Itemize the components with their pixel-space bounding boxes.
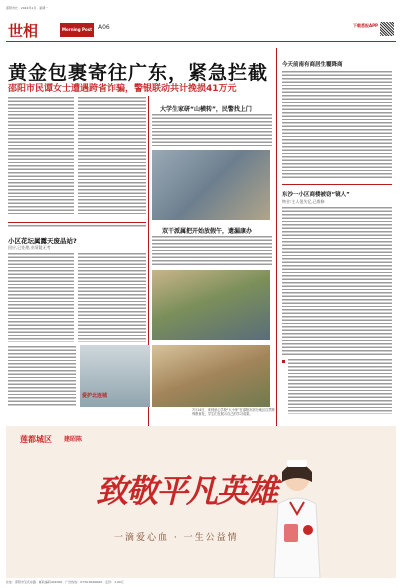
right-body-1 (282, 70, 392, 180)
news-photo (152, 345, 270, 407)
right-subtitle-2: 物业:主人很失忆,已维修 (282, 199, 325, 204)
divider (282, 184, 392, 185)
advertisement (6, 426, 396, 578)
left-lower-body-3 (8, 345, 76, 407)
middle-title-2: 双干派属把开始放假午，遗漏康办 (162, 228, 253, 235)
left-lower-title: 小区花坛属露天废品站? (8, 237, 77, 245)
section-title: 世相 (8, 22, 39, 40)
newspaper-logo: Morning Post (60, 23, 94, 37)
news-photo (152, 150, 270, 220)
middle-title-1: 大学生家研“山横转”，民警找上门 (160, 106, 252, 113)
middle-body-2 (152, 235, 272, 267)
left-lower-subtitle: 回应,已处理,业绩疑无考 (8, 245, 51, 250)
nurse-illustration (262, 454, 332, 578)
news-photo (152, 270, 270, 340)
qr-label: 下载悉报APP (353, 23, 378, 28)
middle-body-1 (152, 113, 272, 147)
right-title-1: 今天前南有商居生覆降商 (282, 62, 343, 68)
lead-body-col1 (8, 96, 74, 216)
bullet-icon (282, 360, 285, 363)
ad-tag: 莲都城区 (20, 435, 52, 444)
page-number: A06 (98, 24, 110, 31)
photo-label: 爱护北连城 (82, 393, 108, 399)
lead-subhead: 邵阳市民谭女士遭遇跨省诈骗，警银联动共计挽损41万元 (8, 84, 237, 94)
topline: 邵阳市长 · 2024年1月 · 星期一 (6, 6, 49, 10)
ad-slogan: 致敬平凡英雄 (96, 472, 277, 510)
left-lower-body-2 (78, 252, 146, 342)
photo-caption: 7月14日，来到爱心学校“大小家”在邵阳市部分地区自然特殊教育处，学生们在展示自己的学习成果。 (192, 408, 275, 416)
right-body-2 (282, 206, 392, 356)
right-title-2: 东沙一小区商楼被窃“镜人” (282, 192, 350, 198)
ad-brand: 建昭陈 (64, 436, 83, 443)
right-body-3 (288, 358, 392, 414)
ad-tagline: 一滴爱心血 · 一生公益情 (114, 533, 239, 543)
masthead (6, 20, 396, 42)
divider (276, 48, 277, 426)
divider (8, 222, 146, 223)
lead-headline: 黄金包裹寄往广东，紧急拦截 (8, 62, 269, 84)
lead-body-col3 (8, 224, 146, 228)
lead-body-col2 (78, 96, 146, 216)
left-lower-body-1 (8, 252, 74, 342)
qr-code-icon (380, 22, 394, 36)
footer: 社址：邵阳市宝庆东路 · 邮政编码422000 · 广告热线：0739-8000000 · 定价：1.00元 (6, 580, 124, 584)
